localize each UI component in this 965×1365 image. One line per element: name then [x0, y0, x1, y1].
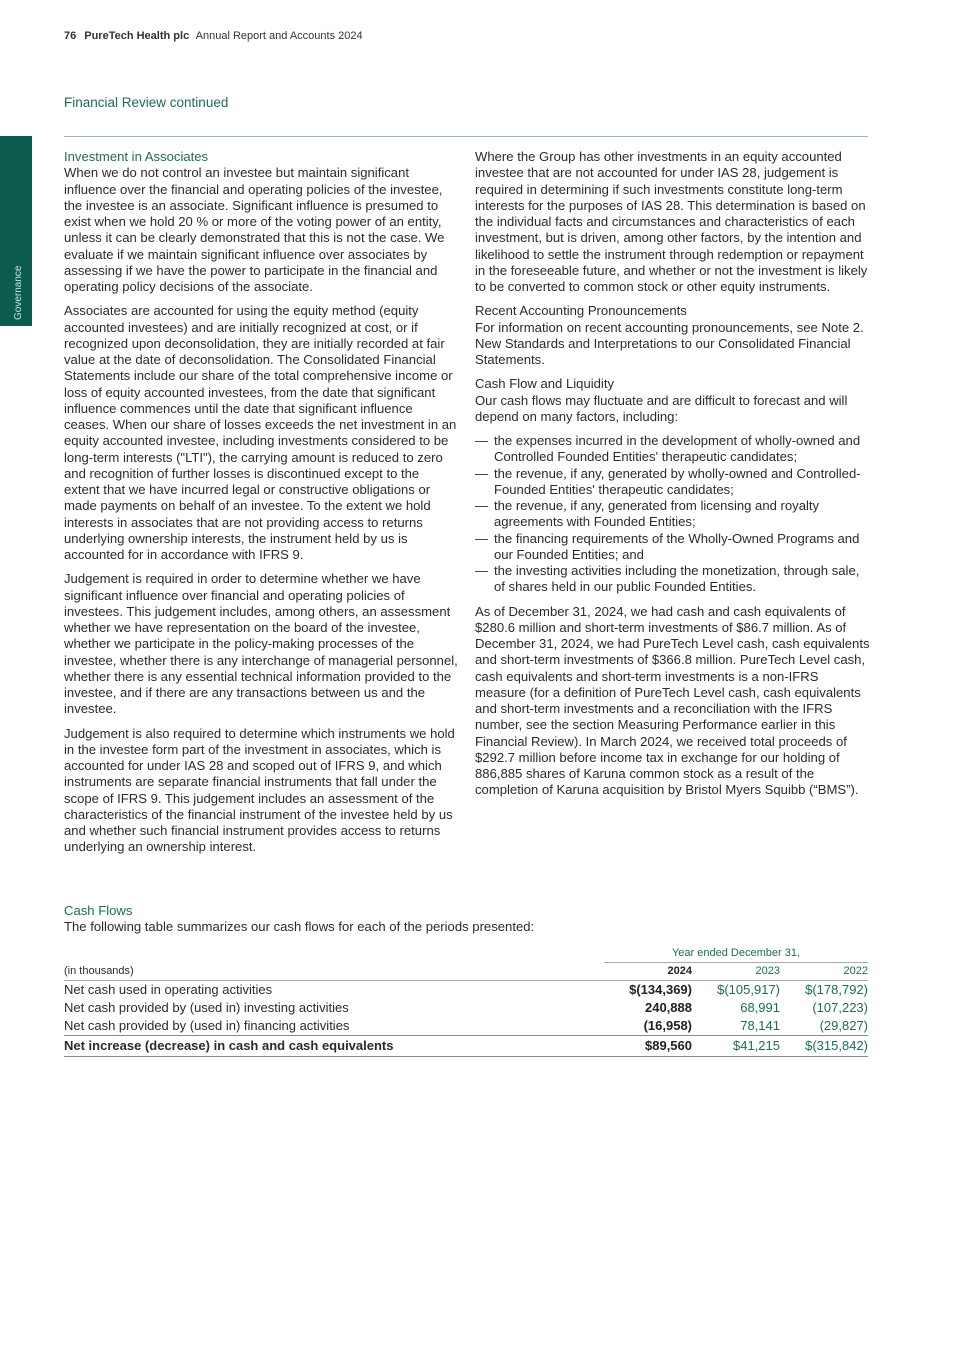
cell: $(178,792) [805, 982, 868, 997]
row-label: Net cash provided by (used in) investing activities [64, 1000, 349, 1015]
page-header [64, 30, 363, 42]
year-header: 2022 [780, 962, 868, 980]
year-header: 2023 [692, 962, 780, 980]
company-name: PureTech Health plc [84, 30, 190, 42]
cell: (16,958) [643, 1018, 692, 1033]
left-column [64, 149, 458, 864]
cell: $(134,369) [629, 982, 692, 997]
paragraph-text: For information on recent accounting pronouncements, see Note 2. New Standards and Interpretations to our Consolidated Financial Statements. [475, 319, 864, 367]
table-total-row [64, 1035, 868, 1056]
table-header-row [64, 962, 868, 980]
paragraph [475, 303, 870, 368]
paragraph: Where the Group has other investments in an equity accounted investee that are not accounted for under IAS 28, judgement is required in determining if such investments constitute long-term interests for the purposes of IAS 28. This determination is based on the individual facts and circumstances and characteristics of each investment, but is driven, among other factors, by the intention and likelihood to settle the instrument through redemption or repayment in the foreseeable future, and whether or not the investment is likely to be converted to common stock or other equity instruments. [475, 149, 868, 294]
table-row [64, 980, 868, 999]
row-label: Net increase (decrease) in cash and cash equivalents [64, 1035, 604, 1056]
paragraph: As of December 31, 2024, we had cash and cash equivalents of $280.6 million and short-term investments of $86.7 million. As of December 31, 2024, we had PureTech Level cash, cash equivalents and short-term investments of $366.8 million. PureTech Level cash, cash equivalents and short-term investments is a non-IFRS measure (for a definition of PureTech Level cash, cash equivalents and short-term investments and a reconciliation with the IFRS number, see the section Measuring Performance earlier in this Financial Review). In March 2024, we received total proceeds of $292.7 million before income tax in exchange for our holding of 886,885 shares of Karuna common stock as a result of the completion of Karuna acquisition by Bristol Myers Squibb (“BMS”). [475, 603, 870, 798]
heading-pronouncements: Recent Accounting Pronouncements [475, 303, 687, 319]
page-number: 76 [64, 30, 77, 42]
row-label: Net cash provided by (used in) financing activities [64, 1018, 350, 1033]
unit-label: (in thousands) [64, 962, 604, 980]
row-label: Net cash used in operating activities [64, 982, 273, 997]
cell: (29,827) [819, 1018, 868, 1033]
cash-flows-text: The following table summarizes our cash flows for each of the periods presented: [64, 919, 535, 935]
cell: 78,141 [740, 1018, 780, 1033]
paragraph-text: When we do not control an investee but maintain significant influence over the financial and operating policies of the investee, the investee is an associate. Significant influence is presumed to exist when we hold 20 % or more of the voting power of an entity, unless it can be clearly demonstrated that this is not the case. We evaluate if we maintain significant influence over associates by assessing if we have the power to participate in the financial and operating policy decisions of the associate. [64, 165, 445, 294]
cash-flows-heading: Cash Flows [64, 903, 133, 918]
paragraph [64, 149, 458, 295]
cell: 240,888 [645, 1000, 692, 1015]
cell: $(315,842) [780, 1035, 868, 1056]
cell: 68,991 [740, 1000, 780, 1015]
factor-list [475, 433, 870, 596]
side-tab [0, 136, 32, 326]
cell: $(105,917) [717, 982, 780, 997]
side-tab-label: Governance [13, 265, 24, 320]
report-title: Annual Report and Accounts 2024 [195, 30, 363, 42]
table-row [64, 999, 868, 1017]
year-header: 2024 [604, 962, 692, 980]
list-item: — the financing requirements of the Wholly-Owned Programs and our Founded Entities; and [475, 531, 870, 564]
paragraph: Judgement is required in order to determine whether we have significant influence over financial and operating policies of investees. This judgement includes, among others, an assessment whether we have representation on the board of the investee, whether we participate in the policy-making processes of the investee, whether there is any interchange of managerial personnel, whether there is any essential technical information provided to the investee, and if there are any transactions between us and the investee. [64, 571, 458, 717]
table-row [64, 1017, 868, 1036]
cash-flows-intro [64, 903, 868, 936]
cell: $41,215 [692, 1035, 780, 1056]
paragraph-text: Our cash flows may fluctuate and are difficult to forecast and will depend on many factors, including: [475, 392, 848, 424]
right-column [475, 149, 870, 807]
divider [64, 136, 868, 137]
period-label: Year ended December 31, [604, 944, 868, 962]
paragraph: Associates are accounted for using the equity method (equity accounted investees) and are initially recognized at cost, or if recognized upon deconsolidation, they are initially recorded at fair value at the date of deconsolidation. The Consolidated Financial Statements include our share of the total comprehensive income or loss of equity accounted investees, from the date that significant influence commences until the date that significant influence ceases. When our share of losses exceeds the net investment in an equity accounted investee, including investments considered to be long-term interests ("LTI"), the carrying amount is reduced to zero and recognition of further losses is discontinued except to the extent that we have incurred legal or constructive obligations or made payments on behalf of an investee. To the extent we hold interests in associates that are not providing access to returns underlying ownership interests, the instrument held by us is accounted for in accordance with IFRS 9. [64, 303, 457, 562]
paragraph [475, 376, 870, 425]
list-item: — the revenue, if any, generated by wholly-owned and Controlled-Founded Entities' therapeutic candidates; [475, 466, 870, 499]
paragraph: Judgement is also required to determine which instruments we hold in the investee form part of the investment in associates, which is accounted for under IAS 28 and scoped out of IFRS 9, and which instruments are separate financial instruments that fall under the scope of IFRS 9. This judgement includes an assessment of the characteristics of the financial instrument of the investee held by us and whether such financial instrument provides access to returns underlying an ownership interest. [64, 725, 455, 855]
cash-flows-table [64, 944, 868, 1057]
heading-investment-associates: Investment in Associates [64, 149, 209, 164]
table-period-row [64, 944, 868, 962]
list-item: — the investing activities including the monetization, through sale, of shares held in our public Founded Entities. [475, 563, 870, 596]
list-item: — the revenue, if any, generated from licensing and royalty agreements with Founded Entities; [475, 498, 870, 531]
list-item: — the expenses incurred in the development of wholly-owned and Controlled Founded Entities' therapeutic candidates; [475, 433, 870, 466]
cell: (107,223) [812, 1000, 868, 1015]
section-title: Financial Review continued [64, 95, 229, 110]
heading-liquidity: Cash Flow and Liquidity [475, 376, 615, 392]
cell: $89,560 [604, 1035, 692, 1056]
